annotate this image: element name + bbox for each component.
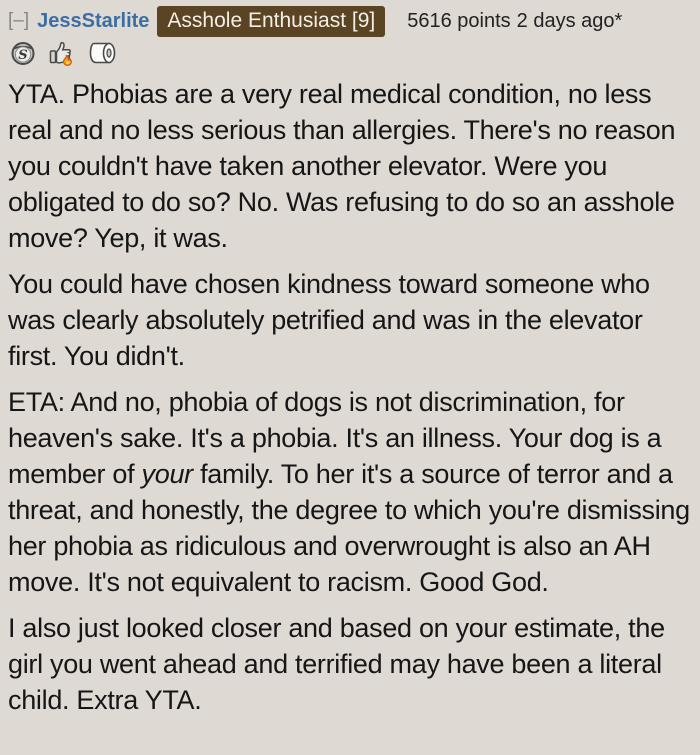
comment-header: [8, 6, 694, 36]
comment-timestamp: 2 days ago*: [516, 9, 623, 32]
thumbs-up-flame-glyph: [47, 39, 76, 67]
awards-row: [10, 39, 694, 67]
italic-emphasis-word: your: [141, 459, 193, 489]
collapse-toggle[interactable]: [–]: [8, 10, 30, 31]
paragraph-3-text-after: family. To her it's a source of terror and a threat, and honestly, the degree to which you're dismissing her phobia as ridiculous and overwrought is also an AH move. It's not equivalent to racism. Good God.: [8, 459, 690, 597]
comment-paragraph-3: [8, 384, 694, 600]
svg-text:S: S: [18, 48, 28, 64]
thumbs-up-flame-award-icon[interactable]: [47, 39, 76, 67]
toilet-paper-glyph: [87, 40, 118, 67]
username-link[interactable]: JessStarlite: [37, 9, 150, 32]
silver-award-glyph: [10, 40, 36, 66]
paragraph-3-text-before: ETA: And no, phobia of dogs is not discrimination, for heaven's sake. It's a phobia. It's an illness. Your dog is a member of: [8, 387, 662, 489]
comment-paragraph-4: I also just looked closer and based on your estimate, the girl you went ahead and terrified may have been a literal child. Extra YTA.: [8, 613, 665, 715]
toilet-paper-award-icon[interactable]: [87, 40, 118, 67]
comment-score: 5616 points: [407, 9, 511, 32]
comment-body: [8, 76, 694, 718]
user-flair-badge: Asshole Enthusiast [9]: [157, 6, 385, 37]
comment-paragraph-2: You could have chosen kindness toward someone who was clearly absolutely petrified and was in the elevator first. You didn't.: [8, 269, 650, 371]
silver-award-icon[interactable]: [10, 40, 36, 66]
comment-paragraph-1: YTA. Phobias are a very real medical condition, no less real and no less serious than allergies. There's no reason you couldn't have taken another elevator. Were you obligated to do so? No. Was refusing to do so an asshole move? Yep, it was.: [8, 79, 676, 253]
